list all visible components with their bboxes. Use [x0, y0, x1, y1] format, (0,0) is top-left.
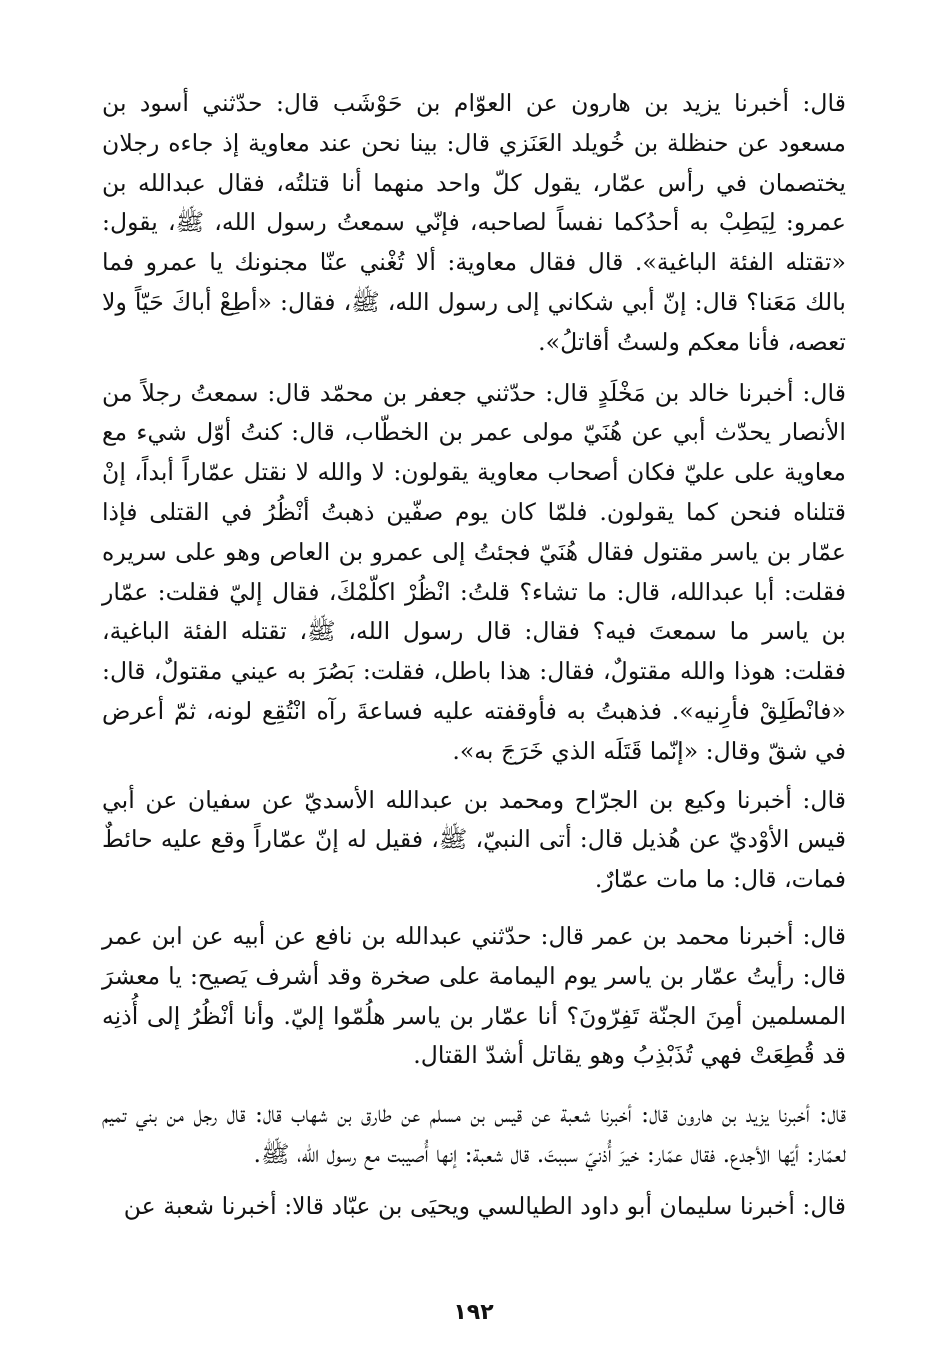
paragraph-6: قال: أخبرنا سليمان أبو داود الطيالسي ويحيَى بن عبّاد قالا: أخبرنا شعبة عن [123, 1191, 846, 1220]
paragraph-3: قال: أخبرنا وكيع بن الجرّاح ومحمد بن عبدالله الأسديّ عن سفيان عن أبي قيس الأوْديّ عن هُذيل قال: أتى النبيّ، ﷺ، فقيل له إنّ عمّاراً وقع عليه حائطٌ فمات، قال: ما مات عمّارٌ. [102, 785, 846, 894]
paragraph-4: قال: أخبرنا محمد بن عمر قال: حدّثني عبدالله بن نافع عن أبيه عن ابن عمر قال: رأيتُ عمّار بن ياسر يوم اليمامة على صخرة وقد أشرف يَصيح: يا معشرَ المسلمين أمِنَ الجنّة تَفِرّونَ؟ أنا عمّار بن ياسر هلُمّوا إليّ. وأنا أنْظُرُ إلى أُذنِه قد قُطِعَتْ فهي تُذَبْذِبُ وهو يقاتل أشدّ القتال. [102, 921, 846, 1070]
paragraph-1: قال: أخبرنا يزيد بن هارون عن العوّام بن حَوْشَب قال: حدّثني أسود بن مسعود عن حنظلة بن خُويلد العَنَزي قال: بينا نحن عند معاوية إذ جاءه رجلان يختصمان في رأس عمّار، يقول كلّ واحد منهما أنا قتلتُه، فقال عبدالله بن عمرو: لِيَطِبْ به أحدُكما نفساً لصاحبه، فإنّي سمعتُ رسول الله، ﷺ، يقول: «تقتله الفئة الباغية». قال فقال معاوية: ألا تُغْني عنّا مجنونك يا عمرو فما بالك مَعَنا؟ قال: إنّ أبي شكاني إلى رسول الله، ﷺ، فقال: «أطِعْ أباكَ حَيّاً ولا تعصه، فأنا معكم ولستُ أقاتلُ». [102, 89, 846, 356]
paragraph-2: قال: أخبرنا خالد بن مَخْلَدٍ قال: حدّثني جعفر بن محمّد قال: سمعتُ رجلاً من الأنصار يحدّث أبي عن هُنَيّ مولى عمر بن الخطّاب، قال: كنتُ أوّل شيء مع معاوية على عليّ فكان أصحاب معاوية يقولون: لا والله لا نقتل عمّاراً أبداً، إنْ قتلناه فنحن كما يقولون. فلمّا كان يوم صفّين ذهبتُ أنْظُرُ في القتلى فإذا عمّار بن ياسر مقتول فقال هُنَيّ فجئتُ إلى عمرو بن العاص وهو على سريره فقلت: أبا عبدالله، قال: ما تشاء؟ قلتُ: انْظُرْ اكلّمْكَ، فقال إليّ فقلت: عمّار بن ياسر ما سمعتَ فيه؟ فقال: قال رسول الله، ﷺ، تقتله الفئة الباغية، فقلت: هوذا والله مقتولٌ، فقال: هذا باطل، فقلت: بَصُرَ به عيني مقتولٌ، قال: «فانْطَلِقْ فأرِنيه». فذهبتُ به فأوقفته عليه فساعةَ رآه انْتُقِع لونه، ثمّ أعرض في شقّ وقال: «إنّما قَتَلَه الذي خَرَجَ به». [102, 378, 846, 765]
page-number: ١٩٢ [453, 1300, 494, 1325]
page-body [102, 84, 846, 1227]
paragraph-5: قال: أخبرنا يزيد بن هارون قال: أخبرنا شعبة عن قيس بن مسلم عن طارق بن شهاب قال: قال رجل من بني تميم لعمّار: أيّها الأجدع. فقال عمّار: خيرَ أُذنيّ سببتَ. قال شعبة: إنها أُصيبت مع رسول الله، ﷺ. [102, 1100, 846, 1168]
